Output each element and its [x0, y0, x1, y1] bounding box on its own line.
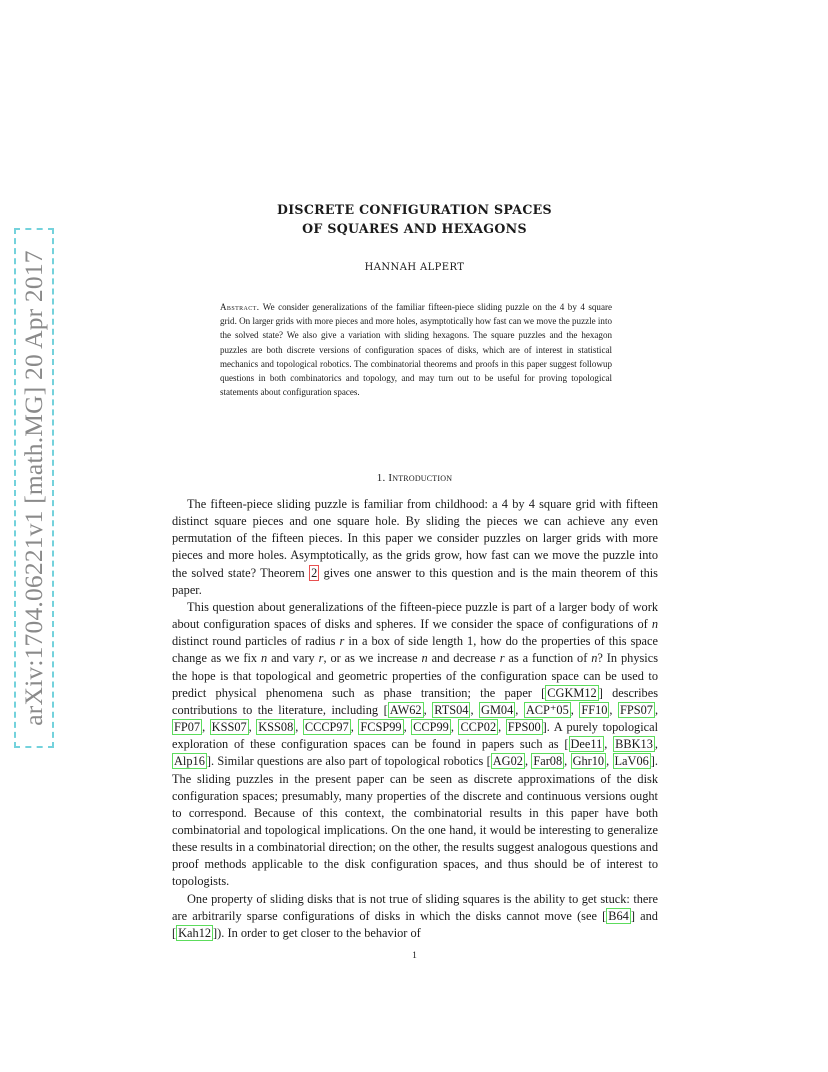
abstract-label: Abstract.	[220, 302, 260, 312]
section-heading	[172, 472, 657, 484]
citation-link[interactable]: CCCP97	[304, 720, 349, 735]
citation-group-topology: [ Dee11 , BBK13 , Alp16 ]	[174, 737, 658, 769]
citation-link[interactable]: KSS07	[211, 720, 247, 735]
citation-link[interactable]: CCP02	[460, 720, 497, 735]
paragraph-3: One property of sliding disks that is not true of sliding squares is the ability to get stuck: there are arbitrarily sparse configurations of disks in which the disks cannot move (see [ B64 ] and [ Kah12 ]). In order to get closer to the behavior of	[172, 891, 658, 940]
citation-link[interactable]: Dee11	[570, 737, 603, 752]
citation-group-literature: [ AW62 , RTS04 , GM04 , ACP⁺05 , FF10 , FPS07 , FP07 , KSS07 , KSS08 , CCCP97 , FCSP99 , CCP99 , CCP02 , FPS00 ]	[174, 702, 659, 735]
abstract	[220, 300, 612, 399]
paper-title	[172, 200, 657, 238]
title-line-1: DISCRETE CONFIGURATION SPACES	[277, 202, 552, 217]
title-line-2: OF SQUARES AND HEXAGONS	[302, 221, 527, 236]
citation-link[interactable]: FCSP99	[360, 720, 402, 735]
citation-link[interactable]: AW62	[389, 702, 422, 717]
citation-link[interactable]: RTS04	[434, 702, 469, 717]
citation-link[interactable]: Kah12	[178, 925, 212, 940]
citation-link[interactable]: FP07	[174, 720, 201, 735]
body-text	[172, 496, 658, 942]
citation-link[interactable]: FPS00	[507, 720, 541, 735]
section-title: Introduction	[388, 472, 453, 484]
citation-group-robotics: [ AG02 , Far08 , Ghr10 , LaV06 ]	[486, 754, 655, 769]
citation-link[interactable]: KSS08	[258, 720, 294, 735]
citation-link[interactable]: CGKM12	[547, 685, 597, 700]
citation-link[interactable]: AG02	[492, 754, 523, 769]
citation-link[interactable]: CCP99	[413, 720, 449, 735]
citation-link[interactable]: FPS07	[620, 702, 653, 717]
citation-link[interactable]: B64	[608, 908, 629, 923]
citation-link[interactable]: Alp16	[174, 754, 205, 769]
author-name: HANNAH ALPERT	[364, 262, 465, 273]
paragraph-2: This question about generalizations of the fifteen-piece puzzle is part of a larger body of work about configuration spaces of disks and spheres. If we consider the space of configurations of n distinct round particles of radius r in a box of side length 1, how do the properties of this space change as we fix n and vary r, or as we increase n and decrease r as a function of n? In physics the hope is that topological and geometric properties of the configuration space can be used to predict physical phenomena such as phase transition; the paper [ CGKM12 ] describes contributions to the literature, including [ AW62 , RTS04 , GM04 , ACP⁺05 , FF10 , FPS07 , FP07 , KSS07 , KSS08 , CCCP97 , FCSP99 , CCP99 , CCP02 , FPS00 ]. A purely topological exploration of these configuration spaces can be found in papers such as [ Dee11 , BBK13 , Alp16 ]. Similar questions are also part of topological robotics [ AG02 , Far08 , Ghr10 , LaV06 ]. The sliding puzzles in the present paper can be seen as discrete approximations of the disk configuration spaces; presumably, many properties of the discrete and continuous versions ought to correspond. Because of this context, the combinatorial results in this paper have both combinatorial and topological implications. On the one hand, it would be interesting to generalize these results in a combinatorial direction; on the other, the results suggest analogous questions and proof methods applicable to the disk configuration spaces, and thus should be of interest to topologists.	[172, 599, 659, 889]
theorem-link[interactable]: 2	[311, 565, 318, 580]
arxiv-identifier: arXiv:1704.06221v1 [math.MG] 20 Apr 2017	[19, 250, 48, 726]
citation-link[interactable]: LaV06	[614, 754, 649, 769]
section-number: 1.	[376, 472, 386, 484]
citation-link[interactable]: FF10	[581, 702, 608, 717]
citation-link[interactable]: BBK13	[615, 737, 653, 752]
arxiv-stamp	[14, 228, 54, 748]
abstract-text: We consider generalizations of the familiar fifteen-piece sliding puzzle on the 4 by 4 square grid. On larger grids with more pieces and more holes, asymptotically how fast can we move the puzzle into the solved state? We also give a variation with sliding hexagons. The square puzzles and the hexagon puzzles are both discrete versions of configuration spaces of disks, which are of interest in statistical mechanics and topological robotics. The combinatorial theorems and proofs in this paper suggest followup questions in both combinatorics and topology, and may turn out to be useful for proving topological statements about configuration spaces.	[220, 302, 612, 398]
citation-link[interactable]: GM04	[481, 702, 514, 717]
citation-link[interactable]: ACP⁺05	[525, 702, 569, 717]
page-number: 1	[412, 951, 417, 961]
paragraph-1: The fifteen-piece sliding puzzle is familiar from childhood: a 4 by 4 square grid with fifteen distinct square pieces and one square hole. By sliding the pieces we can achieve any even permutation of the fifteen pieces. In this paper we consider puzzles on larger grids with more pieces and more holes. Asymptotically, as the grids grow, how fast can we move the puzzle into the solved state? Theorem 2 gives one answer to this question and is the main theorem of this paper.	[172, 497, 658, 597]
citation-link[interactable]: Ghr10	[572, 754, 605, 769]
citation-link[interactable]: Far08	[533, 754, 563, 769]
